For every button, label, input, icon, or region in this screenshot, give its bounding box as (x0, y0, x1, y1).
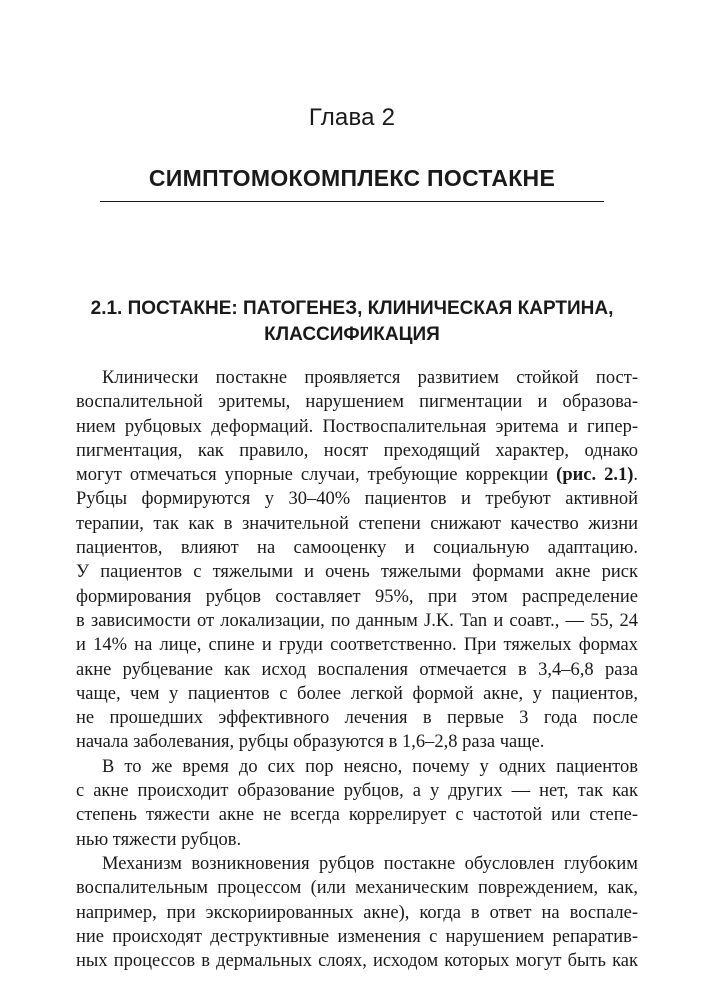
chapter-label: Глава 2 (308, 104, 396, 131)
section-heading-line: КЛАССИФИКАЦИЯ (264, 324, 440, 345)
paragraph (76, 755, 638, 852)
text-line-with-figure-ref (76, 463, 638, 487)
text-line: ных процессов в дермальных слоях, исходом которых могут быть как (76, 951, 638, 972)
chapter-title: СИМПТОМОКОМПЛЕКС ПОСТАКНЕ (148, 165, 556, 191)
text-line: нью тяжести рубцов. (76, 829, 242, 850)
paragraph (76, 852, 638, 973)
text-line: Рубцы формируются у 30–40% пациентов и требуют активной (76, 489, 638, 510)
text-line: например, при экскориированных акне), когда в ответ на воспале- (76, 902, 638, 923)
text-line: ние происходят деструктивные изменения с нарушением репаратив- (76, 926, 638, 947)
section-heading-line: 2.1. ПОСТАКНЕ: ПАТОГЕНЕЗ, КЛИНИЧЕСКАЯ КАРТИНА, (90, 298, 614, 319)
text-line: начала заболевания, рубцы образуются в 1,6–2,8 раза чаще. (76, 732, 545, 753)
text-line: В то же время до сих пор неясно, почему у одних пациентов (102, 756, 638, 777)
text-line: степень тяжести акне не всегда коррелирует с частотой или степе- (76, 805, 638, 826)
text-line: акне рубцевание как исход воспаления отмечается в 3,4–6,8 раза (76, 659, 638, 680)
text-line: воспалительной эритемы, нарушением пигментации и образова- (76, 392, 638, 413)
text-line: Механизм возникновения рубцов постакне обусловлен глубоким (102, 853, 638, 874)
text-line: У пациентов с тяжелыми и очень тяжелыми формами акне риск (76, 562, 638, 583)
body-text (76, 366, 638, 973)
line-text: . (633, 465, 638, 486)
text-line: Клинически постакне проявляется развитием стойкой пост- (102, 368, 638, 388)
paragraph (76, 366, 638, 755)
text-line: с акне происходит образование рубцов, а у других — нет, так как (76, 781, 638, 802)
text-line: пигментация, как правило, носят преходящий характер, однако (76, 440, 638, 461)
text-line: нием рубцовых деформаций. Поствоспалительная эритема и гипер- (76, 416, 638, 437)
text-line: воспалительным процессом (или механическим повреждением, как, (76, 878, 638, 899)
chapter-title-underline (100, 201, 604, 202)
text-line: чаще, чем у пациентов с более легкой формой акне, у пациентов, (76, 683, 638, 704)
section-heading (80, 296, 624, 348)
text-line: и 14% на лице, спине и груди соответственно. При тяжелых формах (76, 635, 638, 656)
figure-reference[interactable]: (рис. 2.1) (556, 465, 634, 486)
text-line: не прошедших эффективного лечения в первые 3 года после (76, 708, 638, 729)
text-line: терапии, так как в значительной степени снижают качество жизни (76, 513, 638, 534)
text-line: пациентов, влияют на самооценку и социальную адаптацию. (76, 538, 638, 559)
text-line: формирования рубцов составляет 95%, при этом распределение (76, 586, 638, 607)
line-text: могут отмечаться упорные случаи, требующие коррекции (76, 465, 557, 486)
text-line: в зависимости от локализации, по данным J.K. Tan и соавт., — 55, 24 (76, 610, 638, 631)
